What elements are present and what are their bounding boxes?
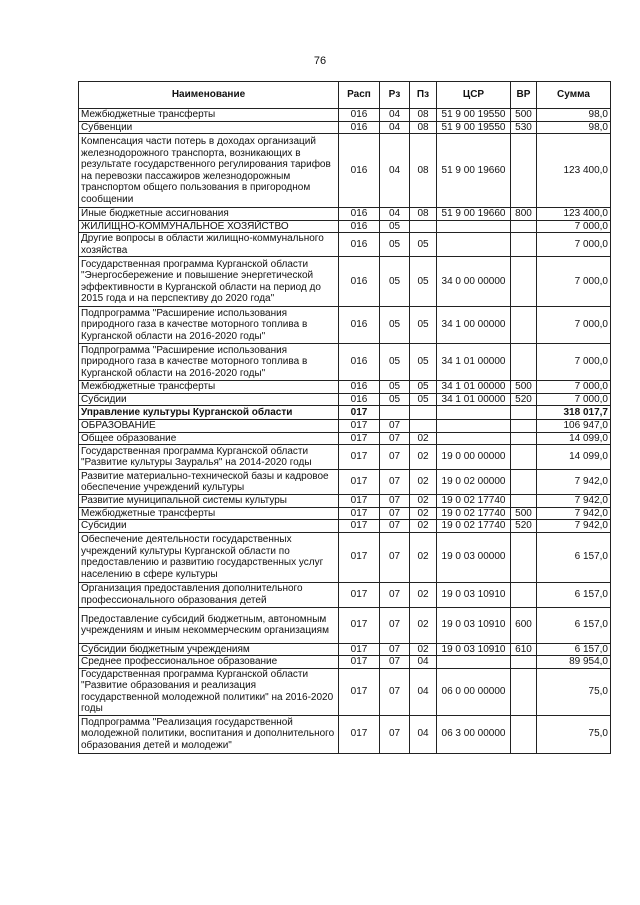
cell-rasp: 017 bbox=[339, 715, 380, 753]
cell-vr bbox=[511, 445, 537, 470]
cell-vr bbox=[511, 715, 537, 753]
table-row bbox=[79, 208, 611, 221]
cell-vr bbox=[511, 656, 537, 669]
cell-rasp: 016 bbox=[339, 220, 380, 233]
cell-rz: 04 bbox=[380, 208, 410, 221]
cell-vr bbox=[511, 344, 537, 381]
cell-sum: 106 947,0 bbox=[537, 420, 611, 433]
cell-pz: 02 bbox=[410, 643, 437, 656]
cell-vr bbox=[511, 307, 537, 344]
cell-sum: 7 000,0 bbox=[537, 257, 611, 307]
cell-rz: 04 bbox=[380, 121, 410, 134]
cell-rz: 07 bbox=[380, 532, 410, 582]
cell-vr bbox=[511, 257, 537, 307]
cell-name: Управление культуры Курганской области bbox=[79, 406, 339, 420]
cell-rz: 05 bbox=[380, 257, 410, 307]
cell-name: Развитие материально-технической базы и кадровое обеспечение учреждений культуры bbox=[79, 470, 339, 495]
cell-rz: 07 bbox=[380, 432, 410, 445]
cell-vr: 500 bbox=[511, 109, 537, 122]
cell-vr: 610 bbox=[511, 643, 537, 656]
cell-sum: 7 942,0 bbox=[537, 470, 611, 495]
table-row bbox=[79, 520, 611, 533]
cell-name: Развитие муниципальной системы культуры bbox=[79, 495, 339, 508]
cell-vr bbox=[511, 582, 537, 607]
cell-rasp: 017 bbox=[339, 520, 380, 533]
cell-pz bbox=[410, 406, 437, 420]
cell-pz: 08 bbox=[410, 121, 437, 134]
cell-rz: 07 bbox=[380, 507, 410, 520]
table-row bbox=[79, 406, 611, 420]
cell-rasp: 017 bbox=[339, 582, 380, 607]
cell-pz: 02 bbox=[410, 520, 437, 533]
cell-csr: 06 3 00 00000 bbox=[437, 715, 511, 753]
cell-sum: 7 000,0 bbox=[537, 233, 611, 257]
budget-table bbox=[78, 81, 611, 754]
cell-pz bbox=[410, 420, 437, 433]
cell-vr bbox=[511, 470, 537, 495]
cell-name: Межбюджетные трансферты bbox=[79, 507, 339, 520]
cell-csr: 19 0 02 17740 bbox=[437, 507, 511, 520]
cell-sum: 6 157,0 bbox=[537, 643, 611, 656]
header-pz: Пз bbox=[410, 82, 437, 109]
table-row bbox=[79, 656, 611, 669]
cell-rasp: 017 bbox=[339, 507, 380, 520]
cell-vr: 600 bbox=[511, 607, 537, 643]
cell-sum: 6 157,0 bbox=[537, 607, 611, 643]
cell-sum: 75,0 bbox=[537, 715, 611, 753]
cell-vr bbox=[511, 532, 537, 582]
table-row bbox=[79, 344, 611, 381]
cell-sum: 98,0 bbox=[537, 109, 611, 122]
cell-rz: 07 bbox=[380, 607, 410, 643]
header-rasp: Расп bbox=[339, 82, 380, 109]
cell-rasp: 017 bbox=[339, 406, 380, 420]
table-row bbox=[79, 445, 611, 470]
header-csr: ЦСР bbox=[437, 82, 511, 109]
cell-name: Субвенции bbox=[79, 121, 339, 134]
table-row bbox=[79, 715, 611, 753]
header-rz: Рз bbox=[380, 82, 410, 109]
cell-pz: 08 bbox=[410, 134, 437, 208]
cell-name: Организация предоставления дополнительного профессионального образования детей bbox=[79, 582, 339, 607]
cell-sum: 7 000,0 bbox=[537, 344, 611, 381]
cell-rasp: 017 bbox=[339, 532, 380, 582]
cell-name: Субсидии bbox=[79, 520, 339, 533]
cell-rz bbox=[380, 406, 410, 420]
cell-sum: 318 017,7 bbox=[537, 406, 611, 420]
cell-name: ЖИЛИЩНО-КОММУНАЛЬНОЕ ХОЗЯЙСТВО bbox=[79, 220, 339, 233]
cell-sum: 6 157,0 bbox=[537, 532, 611, 582]
cell-rz: 07 bbox=[380, 582, 410, 607]
cell-csr: 19 0 03 10910 bbox=[437, 582, 511, 607]
cell-pz: 05 bbox=[410, 307, 437, 344]
cell-vr: 530 bbox=[511, 121, 537, 134]
table-row bbox=[79, 220, 611, 233]
cell-rz: 05 bbox=[380, 307, 410, 344]
cell-pz: 02 bbox=[410, 507, 437, 520]
cell-rz: 07 bbox=[380, 420, 410, 433]
cell-pz: 05 bbox=[410, 393, 437, 406]
table-row bbox=[79, 307, 611, 344]
table-row bbox=[79, 643, 611, 656]
table-row bbox=[79, 532, 611, 582]
cell-csr: 51 9 00 19550 bbox=[437, 109, 511, 122]
cell-name: Субсидии бюджетным учреждениям bbox=[79, 643, 339, 656]
cell-csr: 34 1 00 00000 bbox=[437, 307, 511, 344]
cell-rasp: 016 bbox=[339, 121, 380, 134]
cell-name: Компенсация части потерь в доходах организаций железнодорожного транспорта, возникающих в результате государственного регулирования тарифов на перевозки пассажиров железнодорожным транспортом общего пользования в пригородном сообщении bbox=[79, 134, 339, 208]
header-sum: Сумма bbox=[537, 82, 611, 109]
cell-pz: 02 bbox=[410, 445, 437, 470]
table-row bbox=[79, 470, 611, 495]
cell-pz: 02 bbox=[410, 532, 437, 582]
table-row bbox=[79, 109, 611, 122]
cell-name: Среднее профессиональное образование bbox=[79, 656, 339, 669]
cell-vr bbox=[511, 420, 537, 433]
cell-csr: 06 0 00 00000 bbox=[437, 668, 511, 715]
table-row bbox=[79, 668, 611, 715]
page-number: 76 bbox=[313, 55, 327, 67]
cell-rasp: 016 bbox=[339, 344, 380, 381]
cell-name: Подпрограмма "Реализация государственной молодежной политики, воспитания и дополнительного образования детей и молодежи" bbox=[79, 715, 339, 753]
cell-rasp: 017 bbox=[339, 445, 380, 470]
cell-vr: 800 bbox=[511, 208, 537, 221]
cell-pz: 08 bbox=[410, 109, 437, 122]
cell-pz: 04 bbox=[410, 715, 437, 753]
cell-vr bbox=[511, 495, 537, 508]
cell-name: ОБРАЗОВАНИЕ bbox=[79, 420, 339, 433]
table-row bbox=[79, 257, 611, 307]
cell-rasp: 017 bbox=[339, 432, 380, 445]
cell-rz: 07 bbox=[380, 715, 410, 753]
cell-rz: 05 bbox=[380, 233, 410, 257]
cell-pz: 02 bbox=[410, 432, 437, 445]
cell-sum: 14 099,0 bbox=[537, 432, 611, 445]
cell-name: Обеспечение деятельности государственных учреждений культуры Курганской области по предоставлению и развитию государственных услуг населению в сфере культуры bbox=[79, 532, 339, 582]
cell-rasp: 016 bbox=[339, 307, 380, 344]
cell-name: Иные бюджетные ассигнования bbox=[79, 208, 339, 221]
header-vr: ВР bbox=[511, 82, 537, 109]
cell-rz: 07 bbox=[380, 643, 410, 656]
cell-rasp: 016 bbox=[339, 393, 380, 406]
cell-csr bbox=[437, 406, 511, 420]
cell-rasp: 017 bbox=[339, 607, 380, 643]
cell-csr: 19 0 02 00000 bbox=[437, 470, 511, 495]
table-row bbox=[79, 134, 611, 208]
cell-name: Общее образование bbox=[79, 432, 339, 445]
cell-rasp: 017 bbox=[339, 668, 380, 715]
table-row bbox=[79, 495, 611, 508]
cell-vr: 520 bbox=[511, 520, 537, 533]
cell-sum: 7 942,0 bbox=[537, 507, 611, 520]
cell-csr: 19 0 02 17740 bbox=[437, 520, 511, 533]
cell-rasp: 017 bbox=[339, 470, 380, 495]
cell-sum: 123 400,0 bbox=[537, 134, 611, 208]
cell-csr: 19 0 03 10910 bbox=[437, 607, 511, 643]
cell-rz: 05 bbox=[380, 344, 410, 381]
cell-sum: 123 400,0 bbox=[537, 208, 611, 221]
cell-csr: 19 0 03 10910 bbox=[437, 643, 511, 656]
cell-rz: 07 bbox=[380, 668, 410, 715]
cell-rasp: 017 bbox=[339, 420, 380, 433]
cell-rz: 05 bbox=[380, 381, 410, 394]
table-header-row bbox=[79, 82, 611, 109]
table-row bbox=[79, 393, 611, 406]
cell-sum: 7 000,0 bbox=[537, 220, 611, 233]
cell-name: Предоставление субсидий бюджетным, автономным учреждениям и иным некоммерческим организациям bbox=[79, 607, 339, 643]
cell-csr bbox=[437, 420, 511, 433]
cell-vr: 500 bbox=[511, 507, 537, 520]
cell-pz: 05 bbox=[410, 257, 437, 307]
cell-sum: 7 000,0 bbox=[537, 307, 611, 344]
table-row bbox=[79, 507, 611, 520]
cell-sum: 75,0 bbox=[537, 668, 611, 715]
cell-name: Другие вопросы в области жилищно-коммунального хозяйства bbox=[79, 233, 339, 257]
cell-rz: 05 bbox=[380, 220, 410, 233]
cell-vr bbox=[511, 134, 537, 208]
cell-rasp: 017 bbox=[339, 495, 380, 508]
cell-name: Межбюджетные трансферты bbox=[79, 109, 339, 122]
cell-rasp: 016 bbox=[339, 381, 380, 394]
table-row bbox=[79, 582, 611, 607]
cell-vr bbox=[511, 233, 537, 257]
cell-name: Межбюджетные трансферты bbox=[79, 381, 339, 394]
cell-pz: 05 bbox=[410, 233, 437, 257]
cell-rz: 05 bbox=[380, 393, 410, 406]
table-row bbox=[79, 420, 611, 433]
cell-rasp: 016 bbox=[339, 109, 380, 122]
cell-csr bbox=[437, 656, 511, 669]
cell-rasp: 017 bbox=[339, 656, 380, 669]
header-name: Наименование bbox=[79, 82, 339, 109]
cell-rasp: 016 bbox=[339, 134, 380, 208]
cell-csr bbox=[437, 233, 511, 257]
cell-pz: 05 bbox=[410, 381, 437, 394]
cell-sum: 6 157,0 bbox=[537, 582, 611, 607]
cell-csr: 34 1 01 00000 bbox=[437, 381, 511, 394]
cell-rasp: 016 bbox=[339, 233, 380, 257]
cell-pz: 08 bbox=[410, 208, 437, 221]
cell-sum: 7 000,0 bbox=[537, 381, 611, 394]
cell-pz: 04 bbox=[410, 668, 437, 715]
cell-name: Подпрограмма "Расширение использования природного газа в качестве моторного топлива в Курганской области на 2016-2020 годы" bbox=[79, 344, 339, 381]
cell-rz: 07 bbox=[380, 470, 410, 495]
cell-pz: 02 bbox=[410, 470, 437, 495]
cell-vr bbox=[511, 668, 537, 715]
cell-csr: 51 9 00 19550 bbox=[437, 121, 511, 134]
cell-pz: 02 bbox=[410, 582, 437, 607]
cell-vr bbox=[511, 406, 537, 420]
cell-name: Государственная программа Курганской области "Развитие образования и реализация государственной молодежной политики" на 2016-2020 годы bbox=[79, 668, 339, 715]
cell-rasp: 016 bbox=[339, 208, 380, 221]
cell-name: Государственная программа Курганской области "Энергосбережение и повышение энергетической эффективности в Курганской области на период до 2015 года и на перспективу до 2020 года" bbox=[79, 257, 339, 307]
cell-vr: 500 bbox=[511, 381, 537, 394]
cell-rz: 07 bbox=[380, 445, 410, 470]
cell-sum: 7 000,0 bbox=[537, 393, 611, 406]
cell-vr bbox=[511, 432, 537, 445]
cell-pz: 04 bbox=[410, 656, 437, 669]
cell-csr: 19 0 00 00000 bbox=[437, 445, 511, 470]
cell-sum: 98,0 bbox=[537, 121, 611, 134]
cell-csr: 51 9 00 19660 bbox=[437, 134, 511, 208]
cell-sum: 7 942,0 bbox=[537, 520, 611, 533]
table-row bbox=[79, 121, 611, 134]
cell-sum: 7 942,0 bbox=[537, 495, 611, 508]
cell-csr: 34 0 00 00000 bbox=[437, 257, 511, 307]
cell-rz: 07 bbox=[380, 495, 410, 508]
table-row bbox=[79, 607, 611, 643]
cell-csr bbox=[437, 432, 511, 445]
table-row bbox=[79, 381, 611, 394]
cell-pz: 05 bbox=[410, 344, 437, 381]
cell-pz bbox=[410, 220, 437, 233]
cell-rz: 04 bbox=[380, 109, 410, 122]
cell-sum: 89 954,0 bbox=[537, 656, 611, 669]
cell-pz: 02 bbox=[410, 495, 437, 508]
cell-rz: 07 bbox=[380, 520, 410, 533]
cell-csr bbox=[437, 220, 511, 233]
cell-csr: 34 1 01 00000 bbox=[437, 393, 511, 406]
cell-name: Субсидии bbox=[79, 393, 339, 406]
cell-csr: 51 9 00 19660 bbox=[437, 208, 511, 221]
cell-csr: 19 0 02 17740 bbox=[437, 495, 511, 508]
cell-rz: 07 bbox=[380, 656, 410, 669]
cell-name: Подпрограмма "Расширение использования природного газа в качестве моторного топлива в Курганской области на 2016-2020 годы" bbox=[79, 307, 339, 344]
cell-rasp: 017 bbox=[339, 643, 380, 656]
cell-name: Государственная программа Курганской области "Развитие культуры Зауралья" на 2014-2020 годы bbox=[79, 445, 339, 470]
cell-sum: 14 099,0 bbox=[537, 445, 611, 470]
cell-vr: 520 bbox=[511, 393, 537, 406]
cell-rz: 04 bbox=[380, 134, 410, 208]
cell-vr bbox=[511, 220, 537, 233]
cell-csr: 19 0 03 00000 bbox=[437, 532, 511, 582]
table-row bbox=[79, 233, 611, 257]
table-row bbox=[79, 432, 611, 445]
cell-csr: 34 1 01 00000 bbox=[437, 344, 511, 381]
cell-pz: 02 bbox=[410, 607, 437, 643]
cell-rasp: 016 bbox=[339, 257, 380, 307]
